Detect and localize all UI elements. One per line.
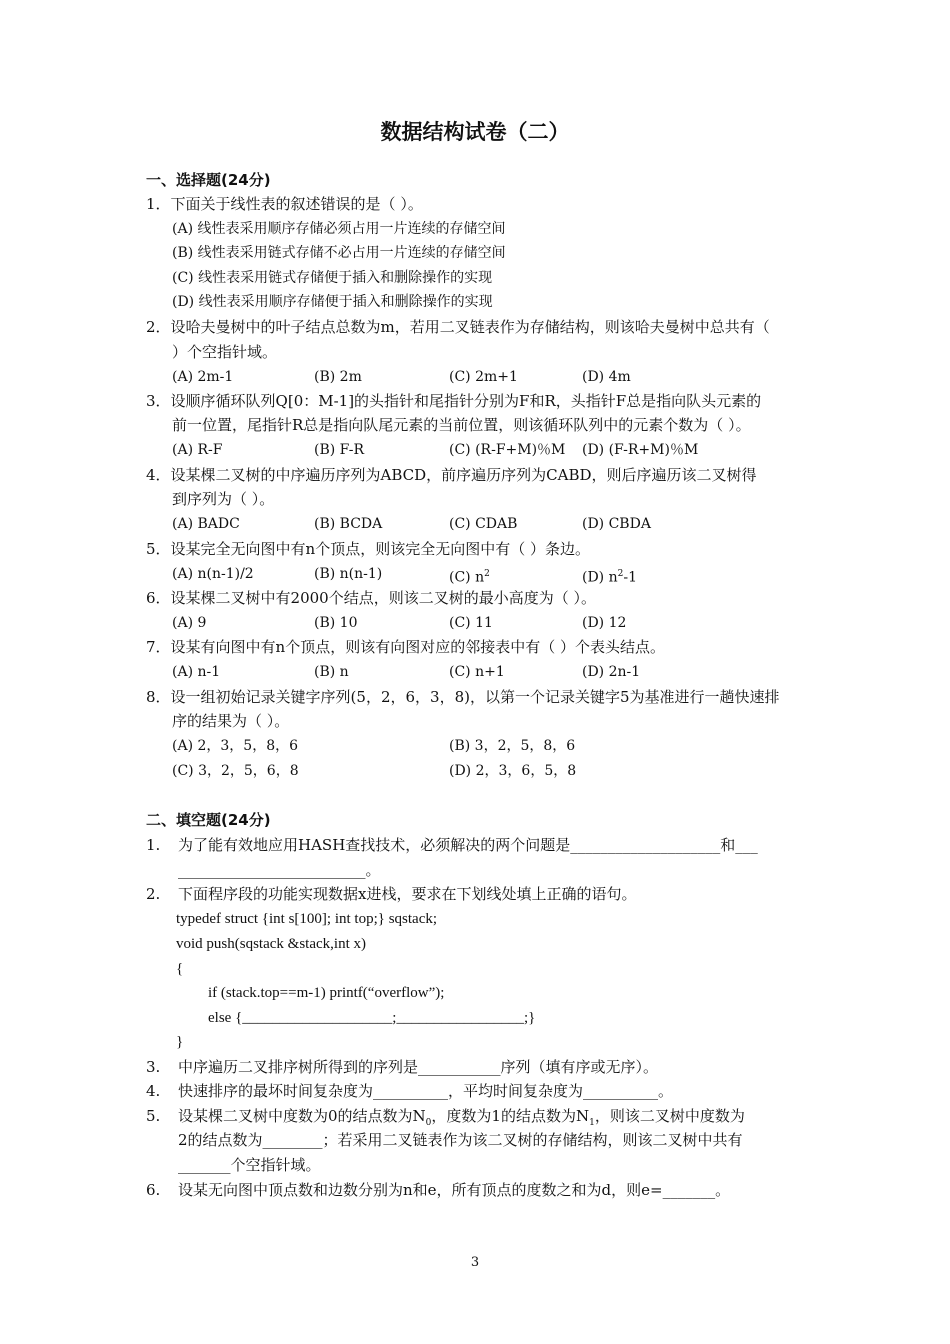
fill-5-line3: _______个空指针域。	[178, 1156, 321, 1174]
code-line-push: void push(sqstack &stack,int x)	[176, 936, 366, 952]
q6-option-a: (A) 9	[172, 615, 207, 631]
q4-option-c: (C) CDAB	[449, 516, 518, 532]
q6-stem: 6．设某棵二叉树中有2000个结点，则该二叉树的最小高度为（ ）。	[146, 589, 596, 607]
q8-option-a: (A) 2，3，5，8，6	[172, 738, 299, 754]
q2-stem-line2: ）个空指针域。	[172, 343, 278, 361]
q7-option-d: (D) 2n-1	[582, 664, 641, 680]
fill-4-line1: 快速排序的最坏时间复杂度为__________，平均时间复杂度为__________。	[178, 1082, 674, 1100]
fill-2-number: 2.	[146, 885, 161, 903]
fill-2-line1: 下面程序段的功能实现数据x进栈，要求在下划线处填上正确的语句。	[178, 885, 637, 903]
q2-option-b: (B) 2m	[314, 369, 362, 385]
q4-stem-line2: 到序列为（ ）。	[172, 490, 275, 508]
fill-6-line1: 设某无向图中顶点数和边数分别为n和e，所有顶点的度数之和为d，则e=_______。	[178, 1181, 731, 1199]
fill-3-number: 3.	[146, 1058, 161, 1076]
q7-option-a: (A) n-1	[172, 664, 221, 680]
n0-subscript: 0	[425, 1118, 432, 1128]
q6-option-d: (D) 12	[582, 615, 627, 631]
q4-option-b: (B) BCDA	[314, 516, 383, 532]
q6-option-b: (B) 10	[314, 615, 358, 631]
fill-5-line2: 2的结点数为________；若采用二叉链表作为该二叉树的存储结构，则该二叉树中共有	[178, 1131, 743, 1149]
q3-stem-line1: 3．设顺序循环队列Q[0：M-1]的头指针和尾指针分别为F和R，头指针F总是指向队头元素的	[146, 392, 762, 410]
q1-option-d: (D) 线性表采用顺序存储便于插入和删除操作的实现	[172, 294, 493, 310]
q4-option-d: (D) CBDA	[582, 516, 651, 532]
code-line-else: else {____________________;_________________;}	[208, 1010, 536, 1026]
q3-option-d: (D) (F-R+M)％M	[582, 442, 699, 458]
q8-option-d: (D) 2，3，6，5，8	[449, 763, 577, 779]
q3-option-a: (A) R-F	[172, 442, 223, 458]
code-line-if: if (stack.top==m-1) printf(“overflow”);	[208, 985, 445, 1001]
q8-stem-line2: 序的结果为（ ）。	[172, 712, 290, 730]
q5-option-a: (A) n(n-1)/2	[172, 566, 254, 582]
q5-option-d-exponent: 2	[617, 569, 624, 579]
code-line-typedef: typedef struct {int s[100]; int top;} sqstack;	[176, 911, 438, 927]
q5-option-c: (C) $n^2$	[449, 569, 490, 586]
q3-option-b: (B) F-R	[314, 442, 365, 458]
fill-1-line1: 为了能有效地应用HASH查找技术，必须解决的两个问题是____________________和___	[178, 836, 758, 854]
q5-option-b: (B) n(n-1)	[314, 566, 383, 582]
q3-option-c: (C) (R-F+M)％M	[449, 442, 566, 458]
q5-stem: 5．设某完全无向图中有n个顶点，则该完全无向图中有（ ）条边。	[146, 540, 590, 558]
fill-1-number: 1.	[146, 836, 161, 854]
section-2-header: 二、填空题(24分)	[146, 811, 271, 829]
q1-option-b: (B) 线性表采用链式存储不必占用一片连续的存储空间	[172, 245, 506, 261]
page-title: 数据结构试卷（二）	[380, 120, 570, 144]
q4-stem-line1: 4．设某棵二叉树的中序遍历序列为ABCD，前序遍历序列为CABD，则后序遍历该二叉树得	[146, 466, 757, 484]
q2-option-d: (D) 4m	[582, 369, 631, 385]
q2-option-c: (C) 2m+1	[449, 369, 518, 385]
fill-6-number: 6.	[146, 1181, 161, 1199]
q1-option-c: (C) 线性表采用链式存储便于插入和删除操作的实现	[172, 270, 493, 286]
q2-option-a: (A) 2m-1	[172, 369, 234, 385]
q5-option-c-exponent: 2	[484, 569, 490, 579]
q5-option-d: (D) $n^2-1$	[582, 569, 637, 586]
n1-subscript: 1	[589, 1118, 595, 1128]
page-number: 3	[470, 1255, 480, 1270]
q7-stem: 7．设某有向图中有n个顶点，则该有向图对应的邻接表中有（ ）个表头结点。	[146, 638, 665, 656]
q1-option-a: (A) 线性表采用顺序存储必须占用一片连续的存储空间	[172, 221, 506, 237]
q3-stem-line2: 前一位置，尾指针R总是指向队尾元素的当前位置，则该循环队列中的元素个数为（ ）。	[172, 416, 751, 434]
fill-5-line1: 设某棵二叉树中度数为0的结点数为$N_0$，度数为1的结点数为$N_1$，则该二叉树中度数为	[178, 1107, 745, 1128]
q6-option-c: (C) 11	[449, 615, 493, 631]
q7-option-b: (B) n	[314, 664, 349, 680]
q8-option-b: (B) 3，2，5，8，6	[449, 738, 576, 754]
fill-5-number: 5.	[146, 1107, 161, 1125]
fill-4-number: 4.	[146, 1082, 161, 1100]
section-1-header: 一、选择题(24分)	[146, 171, 271, 189]
q4-option-a: (A) BADC	[172, 516, 240, 532]
q2-stem-line1: 2．设哈夫曼树中的叶子结点总数为m，若用二叉链表作为存储结构，则该哈夫曼树中总共有（	[146, 318, 770, 336]
q8-option-c: (C) 3，2，5，6，8	[172, 763, 299, 779]
q1-stem: 1．下面关于线性表的叙述错误的是（ ）。	[146, 195, 423, 213]
q8-stem-line1: 8．设一组初始记录关键字序列(5，2，6，3，8)，以第一个记录关键字5为基准进行一趟快速排	[146, 688, 780, 706]
q7-option-c: (C) n+1	[449, 664, 505, 680]
fill-1-line2: _________________________。	[178, 861, 381, 879]
code-line-open-brace: {	[176, 961, 184, 977]
code-line-close-brace: }	[176, 1034, 184, 1050]
fill-3-line1: 中序遍历二叉排序树所得到的序列是___________序列（填有序或无序）。	[178, 1058, 659, 1076]
